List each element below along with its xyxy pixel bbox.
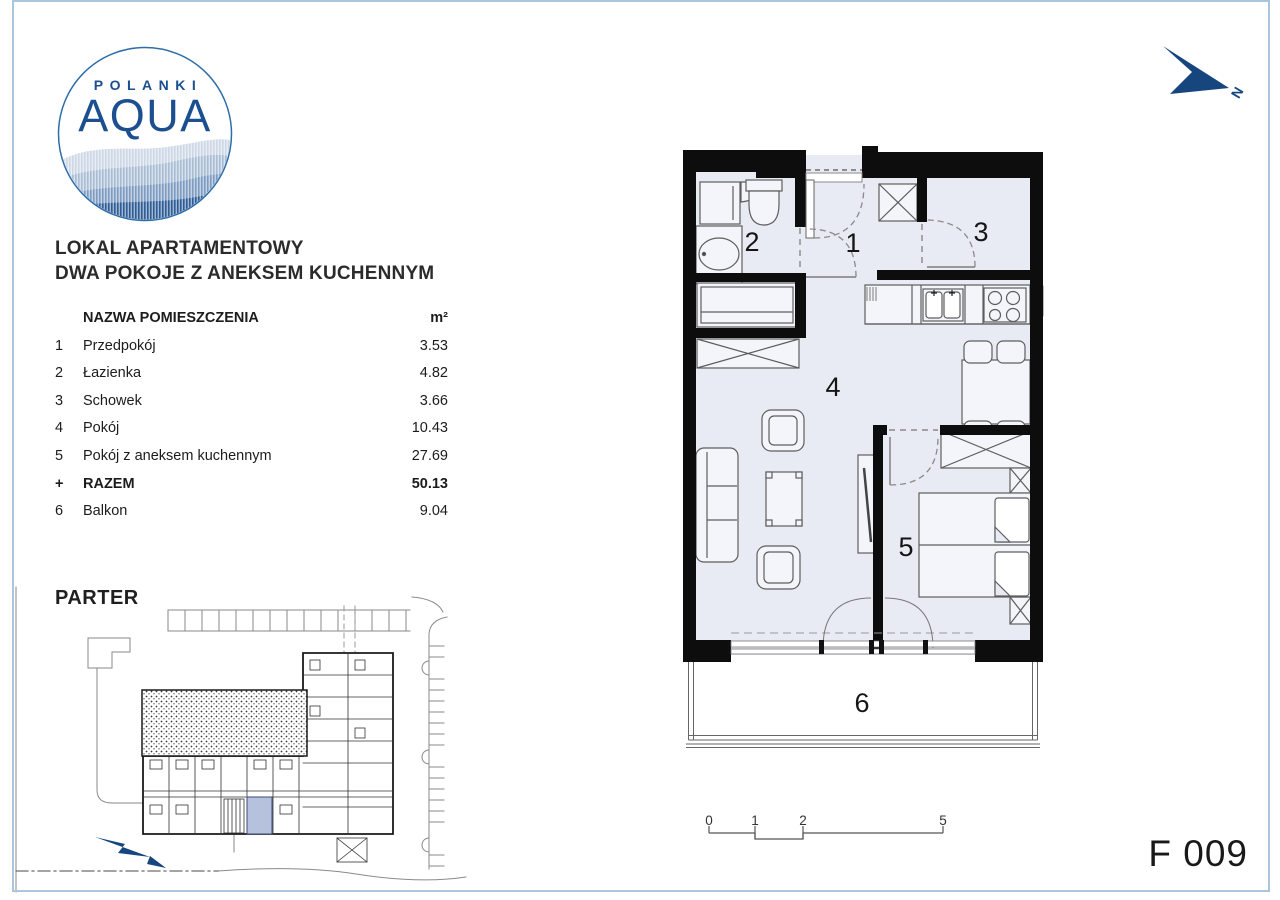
table-row: 1 Przedpokój 3.53 [55, 337, 448, 354]
title-line-2: DWA POKOJE Z ANEKSEM KUCHENNYM [55, 262, 435, 284]
highlighted-unit [247, 797, 272, 834]
table-row: 5 Pokój z aneksem kuchennym 27.69 [55, 447, 448, 464]
north-letter: N [1227, 84, 1247, 101]
sofa [696, 448, 738, 562]
toilet [749, 191, 779, 225]
scale-tick-5: 5 [939, 813, 947, 828]
col-header-name: NAZWA POMIESZCZENIA [83, 310, 259, 326]
table-row-total: + RAZEM 50.13 [55, 475, 448, 492]
table-row: 2 Łazienka 4.82 [55, 365, 448, 382]
logo [58, 48, 234, 223]
coffee-table [766, 472, 802, 526]
logo-waves-icon [58, 138, 234, 222]
balcony-glass-door [731, 641, 975, 647]
table-row: 4 Pokój 10.43 [55, 420, 448, 437]
site-north-arrow-icon [95, 837, 166, 868]
site-plan [16, 587, 466, 892]
dining-chair [964, 341, 992, 363]
rooms-table [55, 305, 448, 526]
page-title [55, 237, 434, 286]
hall-closet [697, 283, 797, 327]
scale-bar [705, 813, 947, 839]
toilet-tank [746, 180, 782, 191]
title-line-1: LOKAL APARTAMENTOWY [55, 238, 304, 259]
site-hatched-block [142, 690, 307, 756]
room-label-bathroom: 2 [744, 227, 760, 257]
logo-brand-top: POLANKI [93, 77, 203, 93]
table-row: 3 Schowek 3.66 [55, 392, 448, 409]
dining-chair [997, 341, 1025, 363]
washing-machine [700, 182, 740, 224]
col-header-area: m² [430, 310, 448, 326]
floor-label: PARTER [55, 587, 139, 609]
room-label-balcony: 6 [854, 688, 870, 718]
north-arrow-icon [1163, 46, 1247, 101]
table-row: 6 Balkon 9.04 [55, 503, 448, 520]
scale-tick-2: 2 [799, 813, 807, 828]
apartment-plan [683, 146, 1043, 748]
scale-tick-0: 0 [705, 813, 713, 828]
unit-code: F 009 [1148, 833, 1248, 874]
dining-table [962, 360, 1030, 424]
room-label-storage: 3 [973, 217, 989, 247]
room-label-hall: 1 [845, 228, 861, 258]
logo-brand-main: AQUA [78, 90, 212, 141]
table-header [55, 305, 448, 333]
room-label-room4: 4 [825, 372, 841, 402]
scale-tick-1: 1 [751, 813, 759, 828]
room-label-room5: 5 [898, 532, 914, 562]
